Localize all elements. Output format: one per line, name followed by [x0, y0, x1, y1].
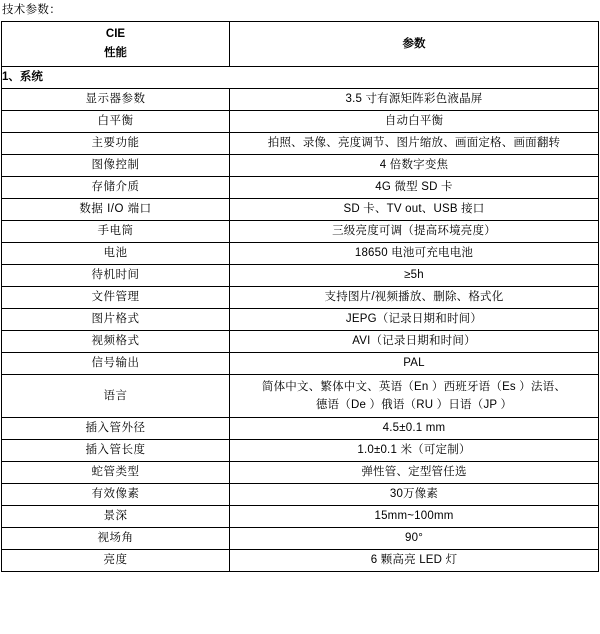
row-label: 图像控制 [2, 155, 230, 177]
table-section-row [2, 67, 599, 89]
table-row [2, 111, 599, 133]
row-value: 90° [230, 528, 599, 550]
row-value: 18650 电池可充电电池 [230, 243, 599, 265]
table-row [2, 265, 599, 287]
row-value: JEPG（记录日期和时间） [230, 309, 599, 331]
table-row [2, 528, 599, 550]
row-value: 三级亮度可调（提高环境亮度） [230, 221, 599, 243]
table-row [2, 155, 599, 177]
row-label: 白平衡 [2, 111, 230, 133]
table-row [2, 221, 599, 243]
row-value-line1: 简体中文、繁体中文、英语（En ）西班牙语（Es ）法语、 [261, 381, 567, 393]
row-value: 30万像素 [230, 484, 599, 506]
table-row [2, 484, 599, 506]
table-row [2, 462, 599, 484]
row-label: 视频格式 [2, 331, 230, 353]
row-label: 插入管长度 [2, 440, 230, 462]
row-value: 3.5 寸有源矩阵彩色液晶屏 [230, 89, 599, 111]
table-row [2, 353, 599, 375]
table-row [2, 375, 599, 418]
row-value: 1.0±0.1 米（可定制） [230, 440, 599, 462]
table-row [2, 89, 599, 111]
row-label: 亮度 [2, 550, 230, 572]
row-label: 文件管理 [2, 287, 230, 309]
row-label: 插入管外径 [2, 418, 230, 440]
table-row [2, 550, 599, 572]
row-value: 4.5±0.1 mm [230, 418, 599, 440]
row-label: 景深 [2, 506, 230, 528]
row-value: 6 颗高亮 LED 灯 [230, 550, 599, 572]
row-value-line2: 德语（De ）俄语（RU ）日语（JP ） [315, 399, 513, 411]
table-header-row [2, 22, 599, 67]
row-value: 自动白平衡 [230, 111, 599, 133]
row-label: 语言 [2, 375, 230, 418]
header-cell-parameter: 参数 [230, 22, 599, 67]
row-label: 图片格式 [2, 309, 230, 331]
table-row [2, 243, 599, 265]
row-label: 蛇管类型 [2, 462, 230, 484]
row-label: 视场角 [2, 528, 230, 550]
row-value: PAL [230, 353, 599, 375]
table-row [2, 287, 599, 309]
row-label: 显示器参数 [2, 89, 230, 111]
row-value: 弹性管、定型管任选 [230, 462, 599, 484]
table-row [2, 199, 599, 221]
row-label: 待机时间 [2, 265, 230, 287]
table-row [2, 440, 599, 462]
row-label: 存储介质 [2, 177, 230, 199]
table-row [2, 177, 599, 199]
row-label: 电池 [2, 243, 230, 265]
table-row [2, 506, 599, 528]
table-row [2, 133, 599, 155]
row-value: 支持图片/视频播放、删除、格式化 [230, 287, 599, 309]
table-row [2, 418, 599, 440]
row-label: 有效像素 [2, 484, 230, 506]
row-value: AVI（记录日期和时间） [230, 331, 599, 353]
row-label: 数据 I/O 端口 [2, 199, 230, 221]
row-label: 主要功能 [2, 133, 230, 155]
row-value: 拍照、录像、亮度调节、图片缩放、画面定格、画面翻转 [230, 133, 599, 155]
row-value: SD 卡、TV out、USB 接口 [230, 199, 599, 221]
section-title-system: 1、系统 [2, 67, 599, 89]
row-value: 4G 微型 SD 卡 [230, 177, 599, 199]
row-value [230, 375, 599, 418]
row-value: 15mm~100mm [230, 506, 599, 528]
header-label-performance: 性能 [104, 47, 127, 59]
row-value: 4 倍数字变焦 [230, 155, 599, 177]
header-cell-performance [2, 22, 230, 67]
row-label: 手电筒 [2, 221, 230, 243]
header-label-cie: CIE [105, 28, 126, 40]
specifications-table [1, 21, 599, 572]
page-title: 技术参数： [2, 4, 61, 16]
table-row [2, 331, 599, 353]
row-value: ≥5h [230, 265, 599, 287]
row-label: 信号输出 [2, 353, 230, 375]
table-row [2, 309, 599, 331]
